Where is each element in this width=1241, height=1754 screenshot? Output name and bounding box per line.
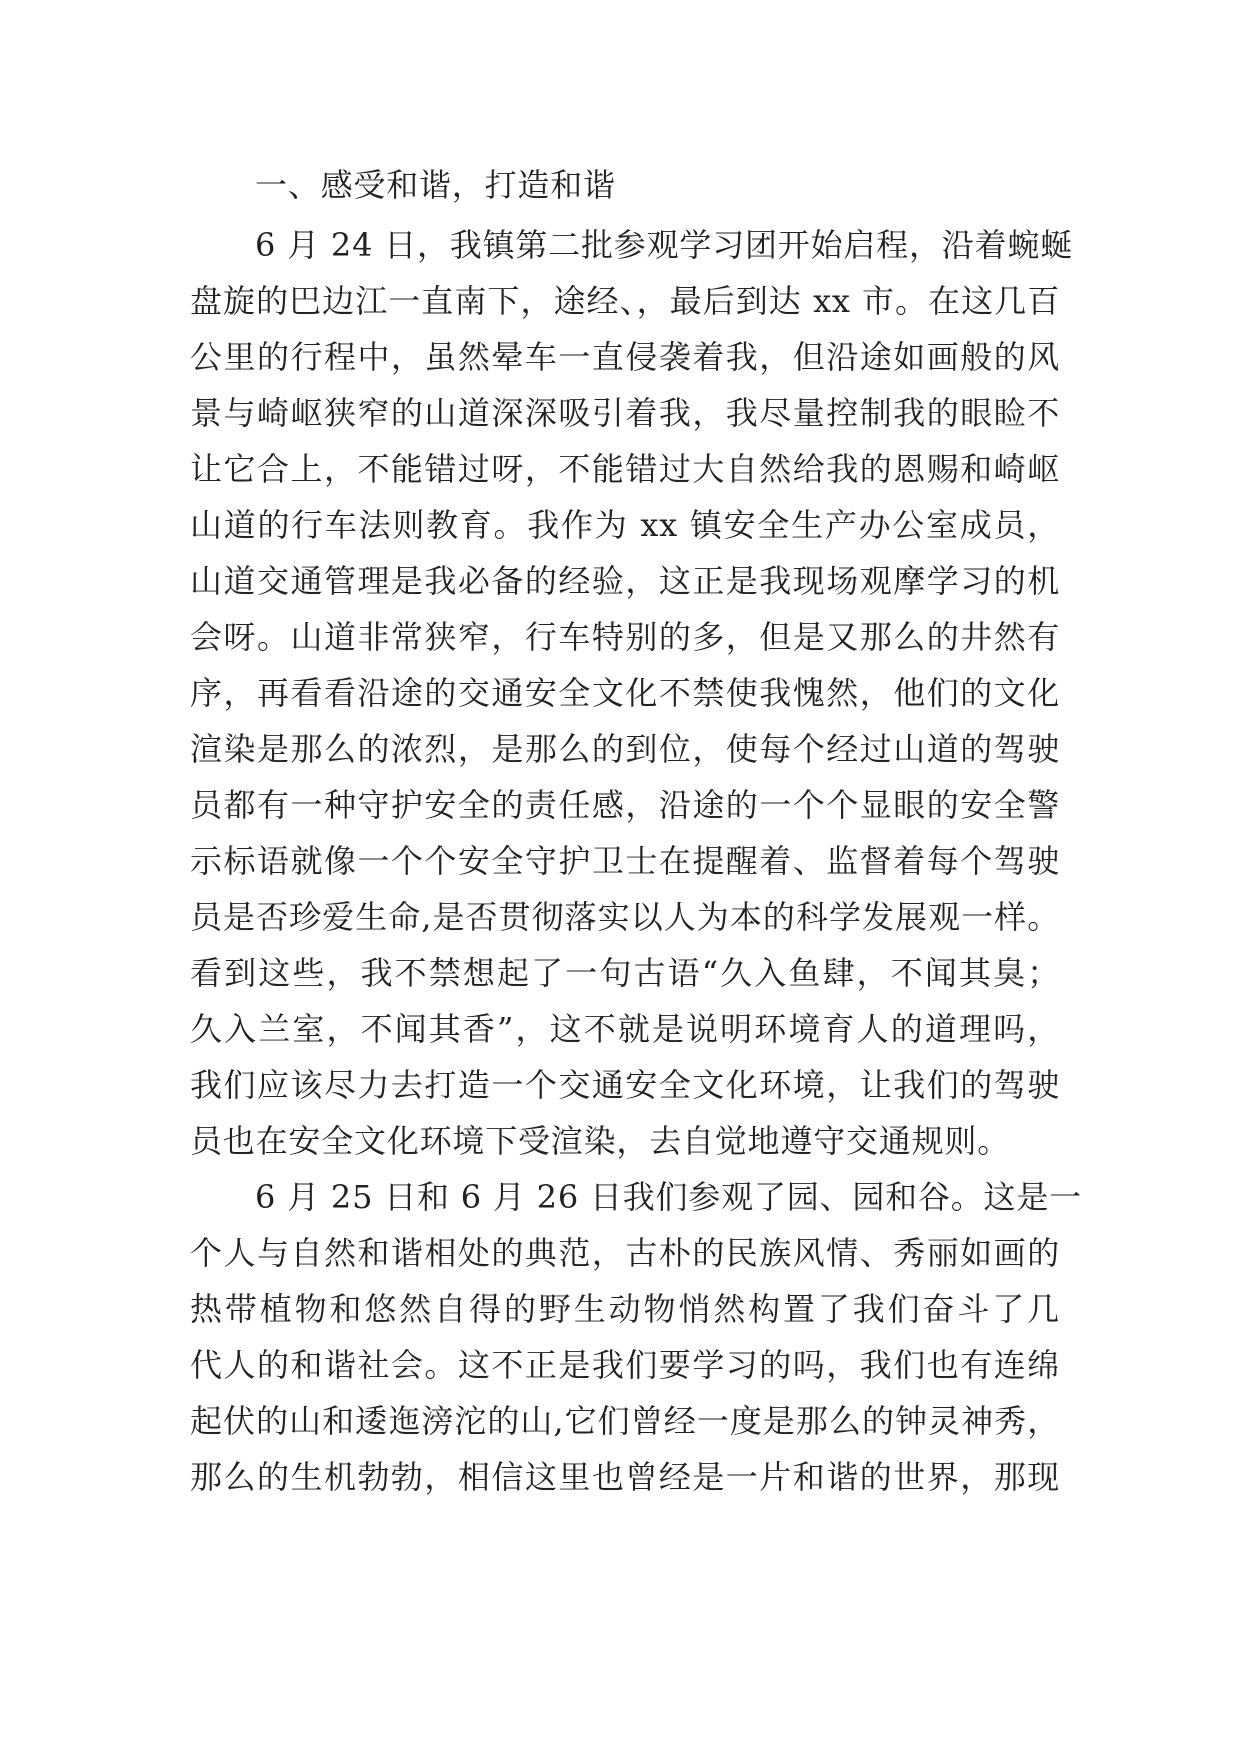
paragraph-1-line-16: 我们应该尽力去打造一个交通安全文化环境，让我们的驾驶	[190, 1066, 1060, 1104]
paragraph-1-line-5: 让它合上，不能错过呀，不能错过大自然给我的恩赐和崎岖	[190, 450, 1060, 488]
paragraph-1-line-6: 山道的行车法则教育。我作为 xx 镇安全生产办公室成员，	[190, 506, 1060, 544]
paragraph-1-line-10: 渲染是那么的浓烈，是那么的到位，使每个经过山道的驾驶	[190, 730, 1060, 768]
paragraph-1-line-1: 6 月 24 日，我镇第二批参观学习团开始启程，沿着蜿蜒	[255, 226, 1073, 264]
paragraph-1-line-4: 景与崎岖狭窄的山道深深吸引着我，我尽量控制我的眼睑不	[190, 394, 1060, 432]
paragraph-1-line-9: 序，再看看沿途的交通安全文化不禁使我愧然，他们的文化	[190, 674, 1060, 712]
paragraph-2-line-1: 6 月 25 日和 6 月 26 日我们参观了园、园和谷。这是一	[255, 1178, 1082, 1216]
paragraph-2-line-2: 个人与自然和谐相处的典范，古朴的民族风情、秀丽如画的	[190, 1234, 1060, 1272]
paragraph-1-line-11: 员都有一种守护安全的责任感，沿途的一个个显眼的安全警	[190, 786, 1060, 824]
paragraph-2-line-5: 起伏的山和逶迤滂沱的山,它们曾经一度是那么的钟灵神秀，	[190, 1402, 1060, 1440]
paragraph-2-line-4: 代人的和谐社会。这不正是我们要学习的吗，我们也有连绵	[190, 1346, 1060, 1384]
paragraph-1-line-17: 员也在安全文化环境下受渲染，去自觉地遵守交通规则。	[190, 1122, 1011, 1160]
paragraph-1-line-15: 久入兰室，不闻其香”，这不就是说明环境育人的道理吗，	[190, 1010, 1060, 1048]
paragraph-1-line-14: 看到这些，我不禁想起了一句古语“久入鱼肆，不闻其臭；	[190, 954, 1060, 992]
section-heading: 一、感受和谐，打造和谐	[255, 166, 616, 204]
paragraph-2-line-6: 那么的生机勃勃，相信这里也曾经是一片和谐的世界，那现	[190, 1458, 1060, 1496]
paragraph-1-line-13: 员是否珍爱生命,是否贯彻落实以人为本的科学发展观一样。	[190, 898, 1060, 936]
paragraph-1-line-7: 山道交通管理是我必备的经验，这正是我现场观摩学习的机	[190, 562, 1060, 600]
paragraph-1-line-2: 盘旋的巴边江一直南下，途经、，最后到达 xx 市。在这几百	[190, 282, 1060, 320]
paragraph-1-line-8: 会呀。山道非常狭窄，行车特别的多，但是又那么的井然有	[190, 618, 1060, 656]
paragraph-1-line-3: 公里的行程中，虽然晕车一直侵袭着我，但沿途如画般的风	[190, 338, 1060, 376]
paragraph-2-line-3: 热带植物和悠然自得的野生动物悄然构置了我们奋斗了几	[190, 1290, 1060, 1328]
paragraph-1-line-12: 示标语就像一个个安全守护卫士在提醒着、监督着每个驾驶	[190, 842, 1060, 880]
